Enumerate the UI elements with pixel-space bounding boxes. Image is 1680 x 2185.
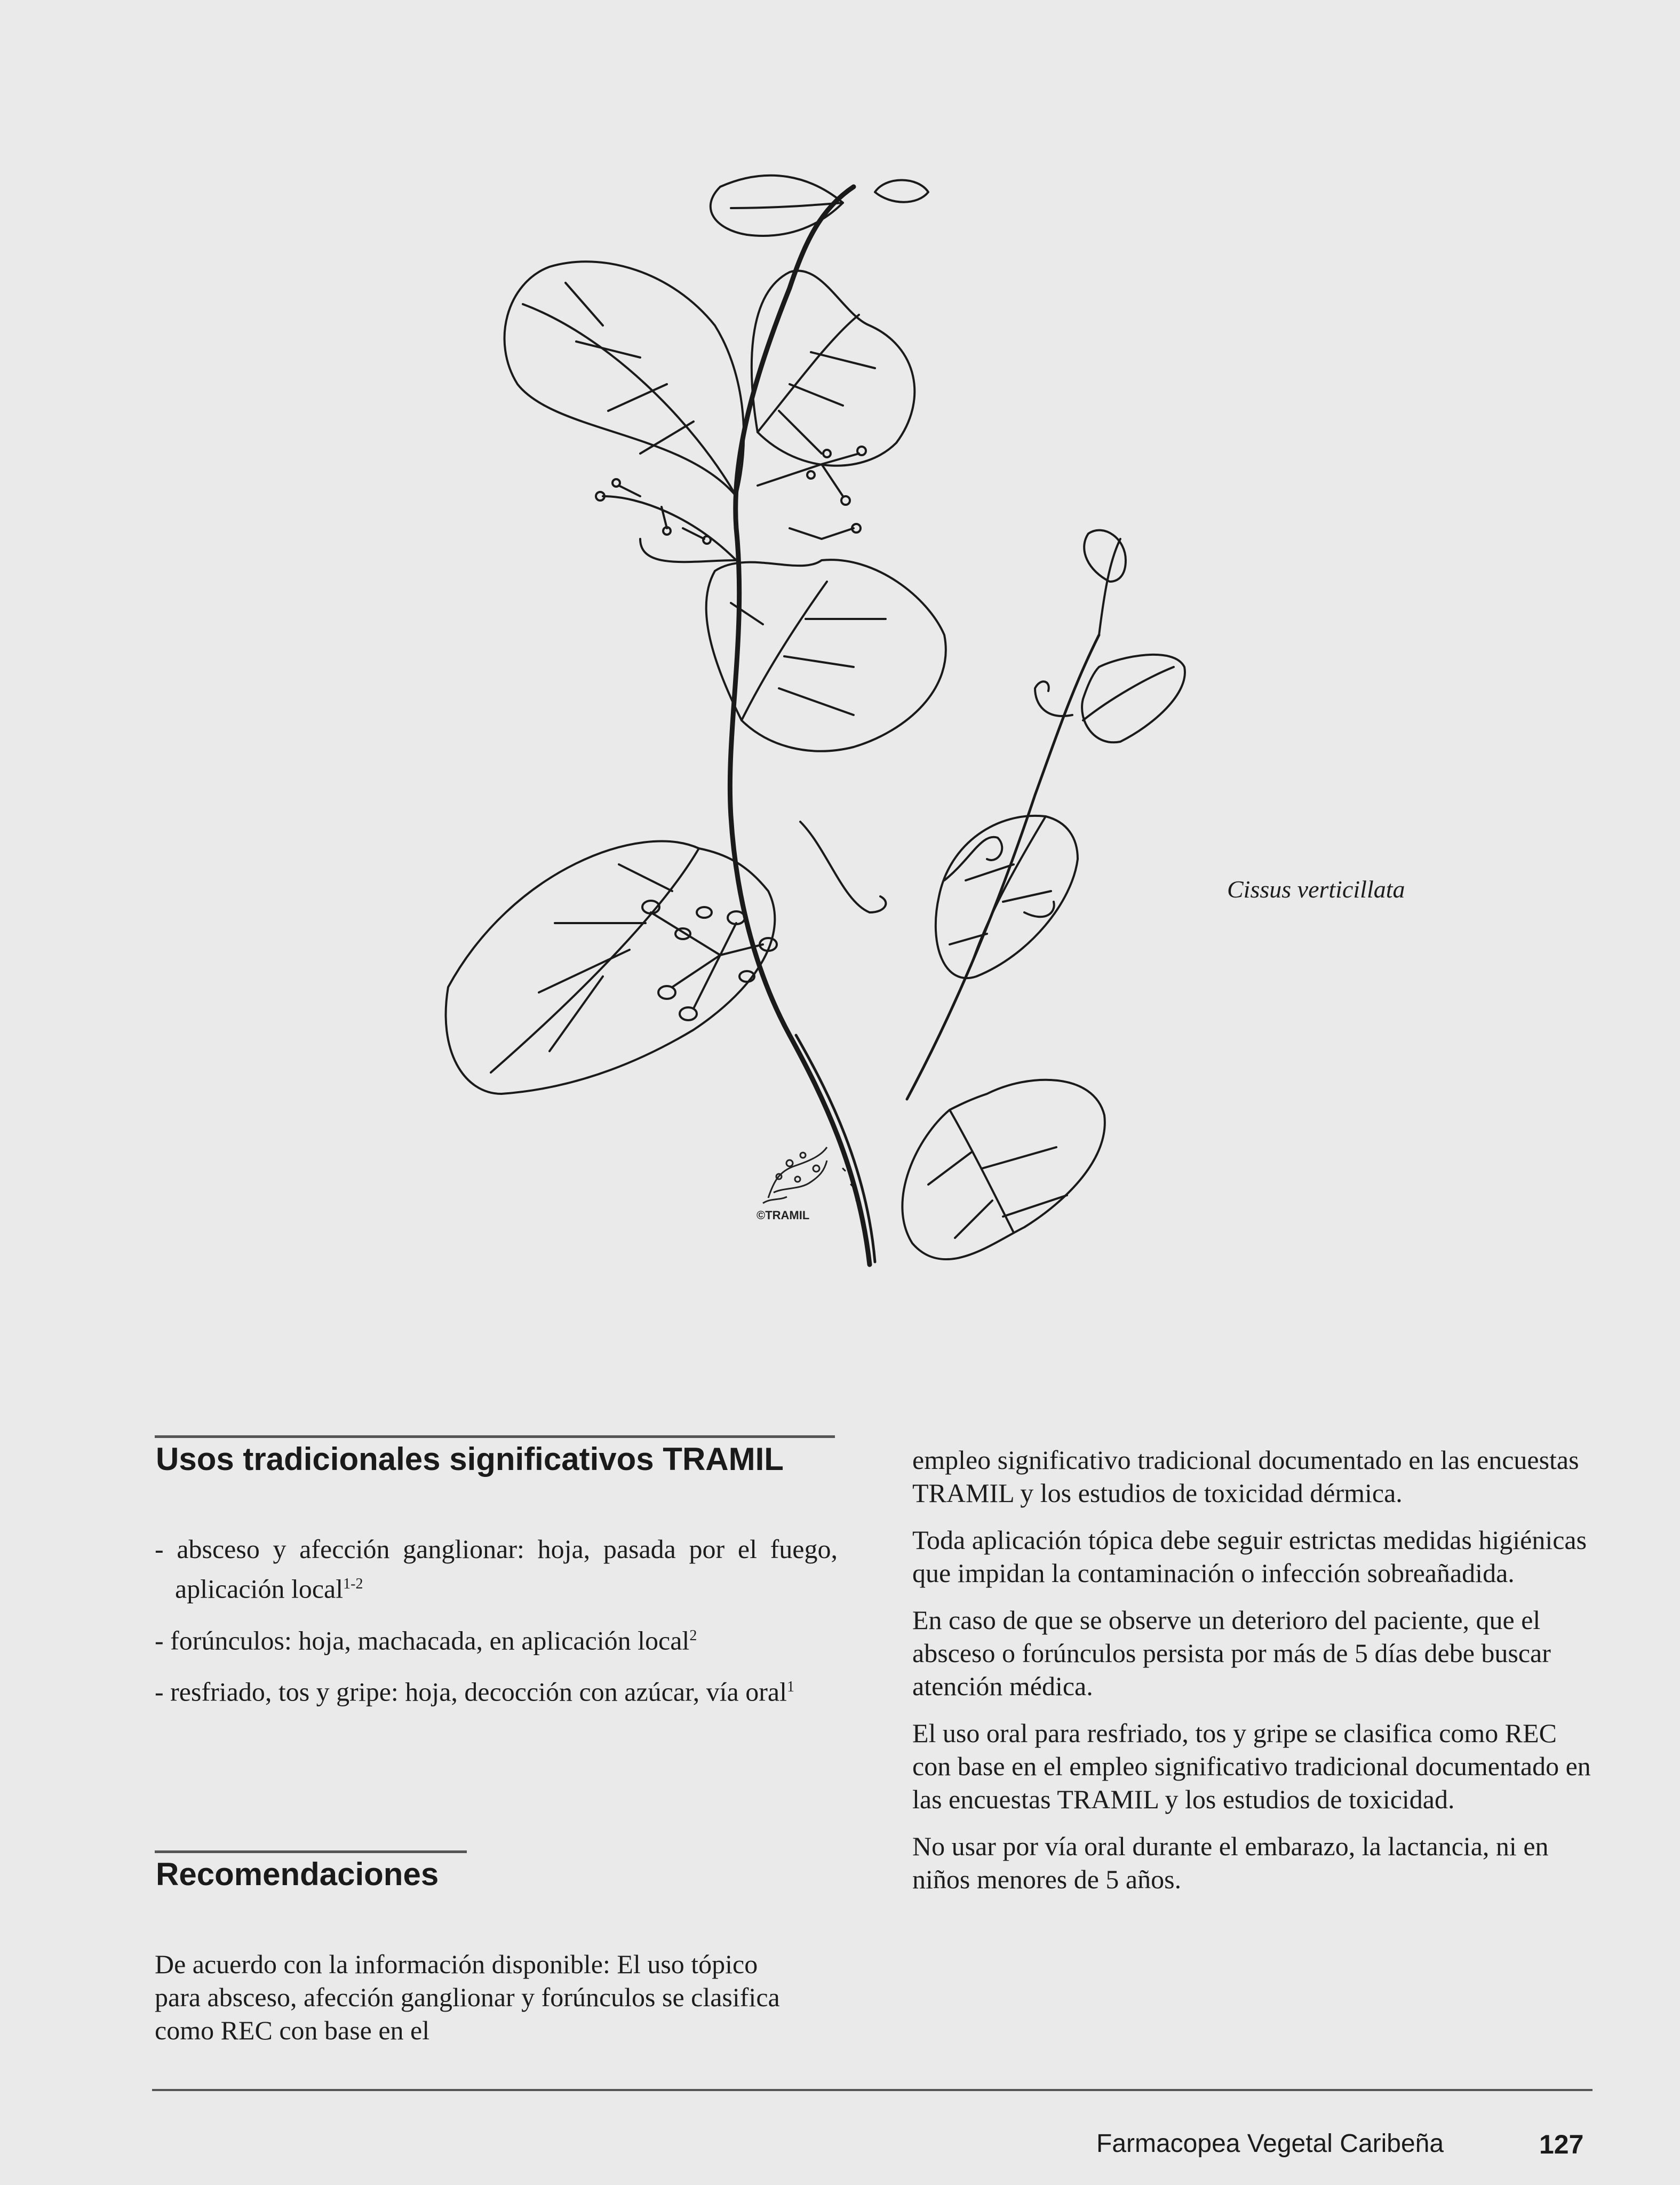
uses-item-text: - absceso y afección ganglionar: hoja, pasada por el fuego, aplicación local [155,1534,838,1604]
recommendation-paragraph: No usar por vía oral durante el embarazo, la lactancia, ni en niños menores de 5 años. [912,1831,1549,1894]
footer-rule [152,2089,1593,2091]
uses-list [155,1531,838,1721]
uses-item-text: - forúnculos: hoja, machacada, en aplicación local [155,1625,690,1656]
page-number: 127 [1539,2130,1584,2159]
tramil-logo-text: ©TRAMIL [757,1209,810,1222]
uses-heading: Usos tradicionales significativos TRAMIL [156,1441,784,1477]
recommendations-heading: Recomendaciones [156,1856,439,1892]
recommendations-left-paragraph: De acuerdo con la información disponible: El uso tópico para absceso, afección ganglionar y forúnculos se clasifica como REC con base en el [155,1949,780,2045]
reference-superscript: 2 [689,1627,697,1644]
footer-book-title: Farmacopea Vegetal Caribeña [1096,2130,1444,2158]
plant-illustration [416,155,1227,1291]
recommendation-paragraph: En caso de que se observe un deterioro del paciente, que el absceso o forúnculos persista por más de 5 días debe buscar atención médica. [912,1605,1551,1701]
reference-superscript: 1-2 [343,1576,363,1592]
reference-superscript: 1 [787,1679,794,1696]
recommendation-paragraph: Toda aplicación tópica debe seguir estrictas medidas higiénicas que impidan la contaminación o infección sobreañadida. [912,1525,1587,1588]
uses-list-item [155,1618,838,1658]
uses-heading-top-rule [155,1435,835,1438]
recommendation-paragraph: empleo significativo tradicional documentado en las encuestas TRAMIL y los estudios de toxicidad dérmica. [912,1445,1579,1508]
uses-list-item [155,1670,838,1710]
uses-list-item [155,1531,838,1607]
tramil-logo [747,1139,843,1225]
uses-item-text: - resfriado, tos y gripe: hoja, decocción con azúcar, vía oral [155,1677,787,1707]
recommendations-right-column [912,1443,1595,1910]
recommendations-heading-top-rule [155,1850,467,1853]
plant-species-caption: Cissus verticillata [1227,876,1405,903]
recommendation-paragraph: El uso oral para resfriado, tos y gripe se clasifica como REC con base en el empleo significativo tradicional documentado en las encuestas TRAMIL y los estudios de toxicidad. [912,1718,1591,1814]
